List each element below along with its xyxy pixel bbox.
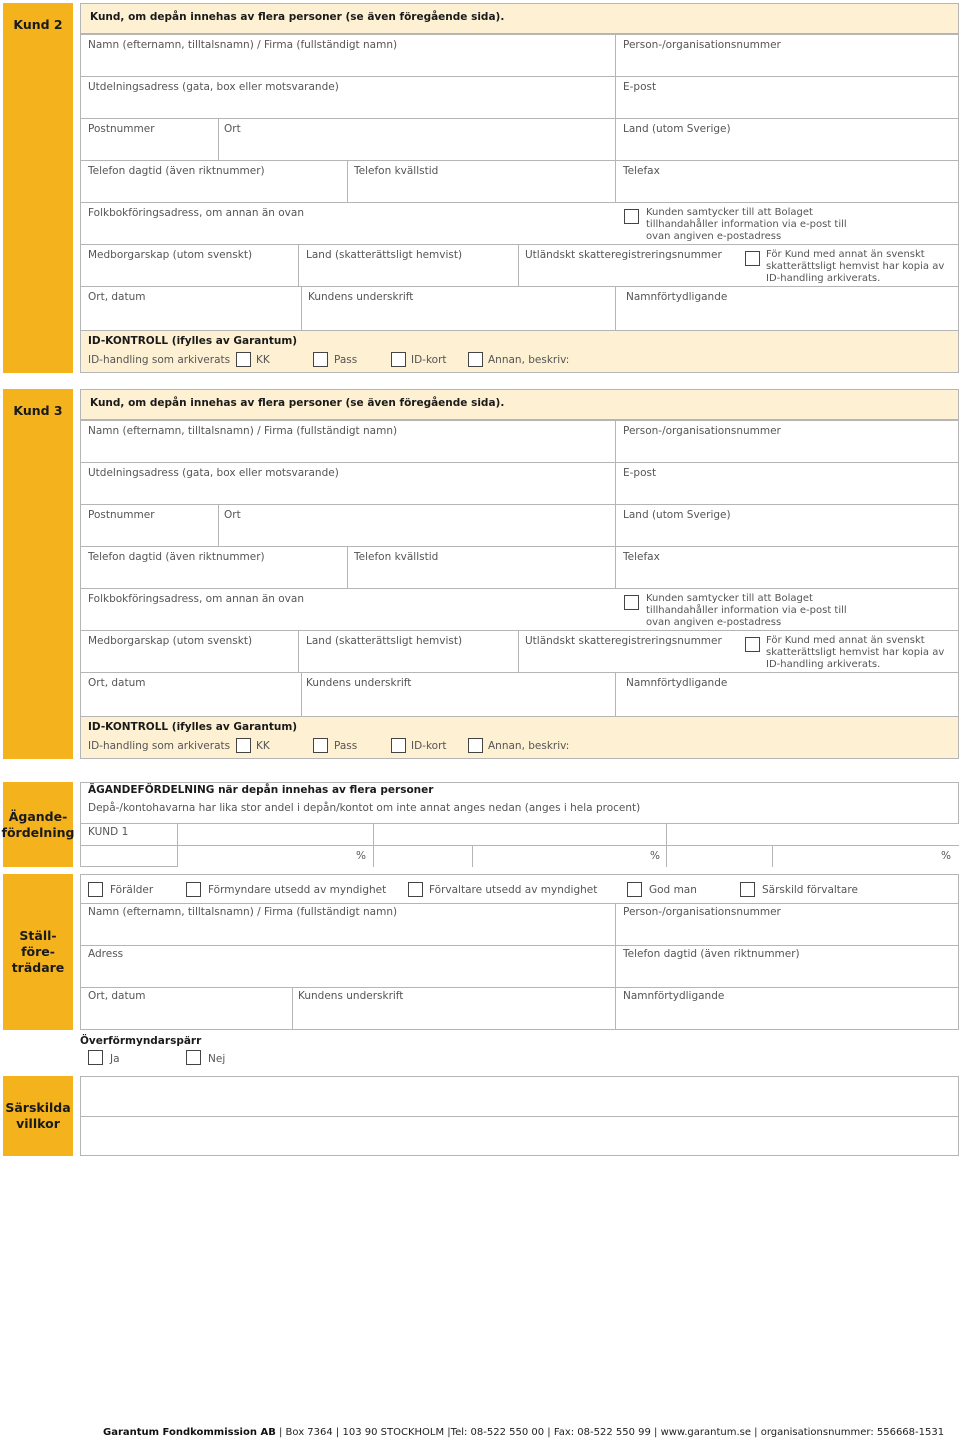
agande-kund2-field-inner[interactable]: [472, 845, 672, 867]
stall-namn-label: Namn (efternamn, tilltalsnamn) / Firma (fullständigt namn): [88, 906, 398, 918]
stall-sarskild-label: Särskild förvaltare: [762, 884, 858, 896]
kund2-epost-field[interactable]: [615, 76, 959, 119]
kund3-ort-datum-label: Ort, datum: [88, 677, 146, 689]
sarskilda-field-2[interactable]: [80, 1116, 959, 1156]
stall-personnr-label: Person-/organisationsnummer: [623, 906, 781, 918]
kund2-underskrift-label: Kundens underskrift: [308, 291, 414, 303]
kund3-ort-field[interactable]: [218, 504, 616, 547]
kund2-id-kk-label: KK: [256, 354, 270, 366]
agande-desc: Depå-/kontohavarna har lika stor andel i depån/kontot om inte annat anges nedan (anges i hela procent): [88, 802, 641, 814]
kund3-namnfortyd-label: Namnförtydligande: [626, 677, 728, 689]
kund3-land-label: Land (utom Sverige): [623, 509, 731, 521]
kund3-annat-svenskt-checkbox[interactable]: [745, 637, 760, 652]
stall-godman-label: God man: [649, 884, 697, 896]
kund3-side-label: [3, 389, 73, 759]
stall-foralder-checkbox[interactable]: [88, 882, 103, 897]
sarskilda-side-text: Särskilda villkor: [5, 1100, 71, 1131]
kund2-ort-datum-label: Ort, datum: [88, 291, 146, 303]
sarskilda-field-1[interactable]: [80, 1076, 959, 1117]
kund2-tel-kvall-label: Telefon kvällstid: [354, 165, 439, 177]
kund2-namnfortyd-label: Namnförtydligande: [626, 291, 728, 303]
kund3-utdelning-label: Utdelningsadress (gata, box eller motsvarande): [88, 467, 339, 479]
kund3-folkbok-label: Folkbokföringsadress, om annan än ovan: [88, 593, 304, 605]
kund2-header-text: Kund, om depån innehas av flera personer (se även föregående sida).: [90, 11, 505, 23]
agande-divider: [80, 823, 959, 824]
footer: [103, 1427, 944, 1438]
overformyndar-ja-checkbox[interactable]: [88, 1050, 103, 1065]
kund3-id-kk-label: KK: [256, 740, 270, 752]
kund2-utl-skatt-label: Utländskt skatteregistreringsnummer: [525, 249, 722, 261]
kund3-header: [80, 389, 959, 420]
agande-kund1-pct: %: [356, 850, 366, 862]
kund2-side-label: [3, 3, 73, 373]
stall-side-text: Ställ- före- trädare: [11, 928, 65, 975]
kund3-underskrift-label: Kundens underskrift: [306, 677, 412, 689]
kund3-medborgarskap-label: Medborgarskap (utom svenskt): [88, 635, 253, 647]
kund3-personnr-label: Person-/organisationsnummer: [623, 425, 781, 437]
kund2-telefax-field[interactable]: [615, 160, 959, 203]
kund2-id-annan-checkbox[interactable]: [468, 352, 483, 367]
stall-sarskild-checkbox[interactable]: [740, 882, 755, 897]
kund3-id-annan-checkbox[interactable]: [468, 738, 483, 753]
overformyndar-nej-label: Nej: [208, 1053, 226, 1065]
stall-foralder-label: Förälder: [110, 884, 154, 896]
kund3-id-pass-checkbox[interactable]: [313, 738, 328, 753]
sarskilda-side-label: [3, 1076, 73, 1156]
stall-ort-datum-label: Ort, datum: [88, 990, 146, 1002]
kund2-namn-label: Namn (efternamn, tilltalsnamn) / Firma (fullständigt namn): [88, 39, 398, 51]
kund2-postnr-label: Postnummer: [88, 123, 155, 135]
agande-kund2-pct: %: [650, 850, 660, 862]
stall-underskrift-label: Kundens underskrift: [298, 990, 404, 1002]
kund2-folkbok-label: Folkbokföringsadress, om annan än ovan: [88, 207, 304, 219]
kund2-id-idkort-checkbox[interactable]: [391, 352, 406, 367]
kund3-id-idkort-checkbox[interactable]: [391, 738, 406, 753]
stall-side-label: [3, 874, 73, 1030]
kund2-telefax-label: Telefax: [623, 165, 660, 177]
kund2-side-text: Kund 2: [13, 17, 63, 32]
kund2-header: [80, 3, 959, 34]
kund3-telefax-label: Telefax: [623, 551, 660, 563]
kund2-personnr-label: Person-/organisationsnummer: [623, 39, 781, 51]
kund2-id-pass-label: Pass: [334, 354, 358, 366]
kund3-id-idkort-label: ID-kort: [411, 740, 447, 752]
kund2-id-handling: ID-handling som arkiverats: [88, 354, 231, 366]
stall-tel-label: Telefon dagtid (även riktnummer): [623, 948, 800, 960]
kund2-id-title: ID-KONTROLL (ifylles av Garantum): [88, 335, 298, 347]
kund2-samtycke-label: Kunden samtycker till att Bolaget tillhandahåller information via e-post till ovan angiven e-postadress: [646, 207, 847, 242]
kund3-id-handling: ID-handling som arkiverats: [88, 740, 231, 752]
kund2-utdelning-label: Utdelningsadress (gata, box eller motsvarande): [88, 81, 339, 93]
overformyndar-ja-label: Ja: [110, 1053, 120, 1065]
agande-side-label: [3, 782, 73, 867]
stall-adress-label: Adress: [88, 948, 124, 960]
kund3-ort-label: Ort: [224, 509, 241, 521]
kund2-tel-dag-label: Telefon dagtid (även riktnummer): [88, 165, 265, 177]
kund3-samtycke-checkbox[interactable]: [624, 595, 639, 610]
kund3-telefax-field[interactable]: [615, 546, 959, 589]
footer-details: | Box 7364 | 103 90 STOCKHOLM |Tel: 08-522 550 00 | Fax: 08-522 550 99 | www.garantum.se | organisationsnummer: 556668-1531: [275, 1427, 945, 1438]
overformyndar-nej-checkbox[interactable]: [186, 1050, 201, 1065]
kund3-namn-label: Namn (efternamn, tilltalsnamn) / Firma (fullständigt namn): [88, 425, 398, 437]
kund2-id-pass-checkbox[interactable]: [313, 352, 328, 367]
kund2-annat-svenskt-checkbox[interactable]: [745, 251, 760, 266]
stall-namnfortyd-label: Namnförtydligande: [623, 990, 725, 1002]
agande-divider-2: [80, 845, 959, 846]
stall-forvaltare-label: Förvaltare utsedd av myndighet: [429, 884, 598, 896]
kund2-id-idkort-label: ID-kort: [411, 354, 447, 366]
kund3-tel-dag-label: Telefon dagtid (även riktnummer): [88, 551, 265, 563]
stall-formyndare-checkbox[interactable]: [186, 882, 201, 897]
kund2-ort-field[interactable]: [218, 118, 616, 161]
kund3-postnr-label: Postnummer: [88, 509, 155, 521]
kund3-utl-skatt-label: Utländskt skatteregistreringsnummer: [525, 635, 722, 647]
kund2-land-label: Land (utom Sverige): [623, 123, 731, 135]
kund3-samtycke-label: Kunden samtycker till att Bolaget tillhandahåller information via e-post till ovan angiven e-postadress: [646, 593, 847, 628]
kund3-epost-label: E-post: [623, 467, 657, 479]
kund2-id-kk-checkbox[interactable]: [236, 352, 251, 367]
kund2-ort-label: Ort: [224, 123, 241, 135]
kund2-samtycke-checkbox[interactable]: [624, 209, 639, 224]
kund2-id-annan-label: Annan, beskriv:: [488, 354, 570, 366]
kund3-id-kk-checkbox[interactable]: [236, 738, 251, 753]
kund2-medborgarskap-label: Medborgarskap (utom svenskt): [88, 249, 253, 261]
kund2-annat-svenskt-label: För Kund med annat än svenskt skatterättsligt hemvist har kopia av ID-handling arkiverats.: [766, 249, 945, 284]
kund2-epost-label: E-post: [623, 81, 657, 93]
agande-title: ÄGANDEFÖRDELNING när depån innehas av flera personer: [88, 784, 434, 796]
agande-side-text: Ägande- fördelning: [1, 808, 75, 840]
kund3-header-text: Kund, om depån innehas av flera personer (se även föregående sida).: [90, 397, 505, 409]
agande-kund3-pct: %: [941, 850, 951, 862]
kund3-tel-kvall-label: Telefon kvällstid: [354, 551, 439, 563]
stall-forvaltare-checkbox[interactable]: [408, 882, 423, 897]
stall-godman-checkbox[interactable]: [627, 882, 642, 897]
kund3-id-annan-label: Annan, beskriv:: [488, 740, 570, 752]
footer-company: Garantum Fondkommission AB: [103, 1427, 276, 1438]
overformyndar-title: Överförmyndarspärr: [80, 1035, 202, 1047]
kund3-annat-svenskt-label: För Kund med annat än svenskt skatterättsligt hemvist har kopia av ID-handling arkiverats.: [766, 635, 945, 670]
stall-adress-field[interactable]: [80, 945, 616, 988]
kund3-epost-field[interactable]: [615, 462, 959, 505]
kund3-land-skatt-label: Land (skatterättsligt hemvist): [306, 635, 463, 647]
agande-kund1-label: KUND 1: [88, 826, 129, 838]
kund3-side-text: Kund 3: [13, 403, 63, 418]
stall-formyndare-label: Förmyndare utsedd av myndighet: [208, 884, 387, 896]
agande-kund3-field-inner[interactable]: [772, 845, 959, 867]
kund2-land-skatt-label: Land (skatterättsligt hemvist): [306, 249, 463, 261]
kund3-id-title: ID-KONTROLL (ifylles av Garantum): [88, 721, 298, 733]
kund3-id-pass-label: Pass: [334, 740, 358, 752]
